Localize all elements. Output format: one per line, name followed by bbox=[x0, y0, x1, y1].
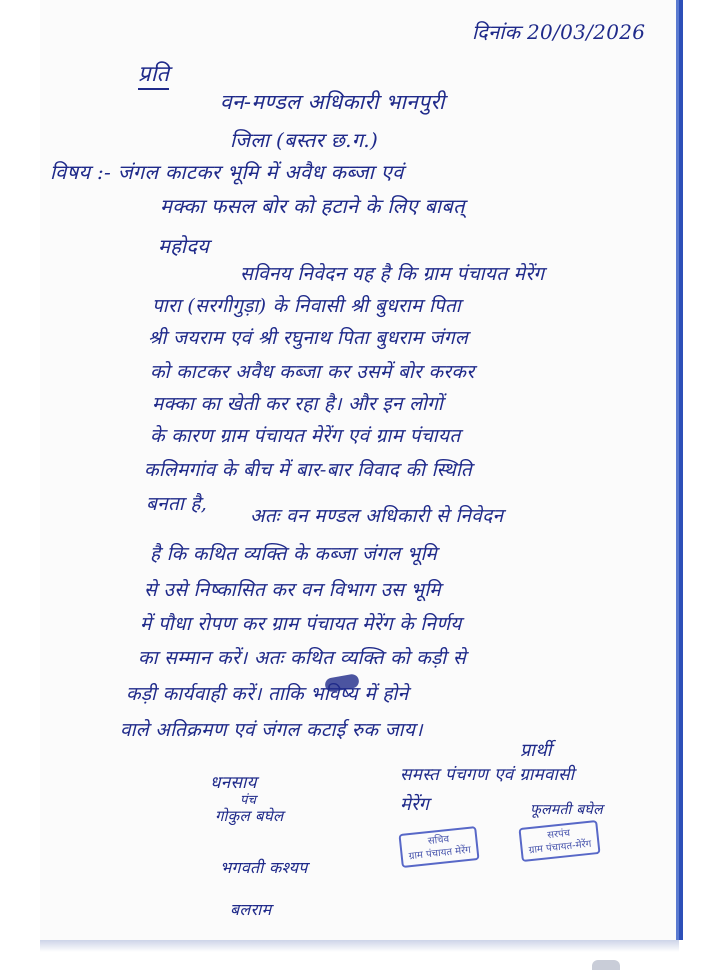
body-line: श्री जयराम एवं श्री रघुनाथ पिता बुधराम जंगल bbox=[148, 327, 469, 349]
signature-left: बलराम bbox=[230, 900, 272, 919]
body-line: अतः वन मण्डल अधिकारी से निवेदन bbox=[250, 505, 504, 527]
applicant-line: समस्त पंचगण एवं ग्रामवासी bbox=[400, 765, 575, 785]
body-line: से उसे निष्कासित कर वन विभाग उस भूमि bbox=[144, 579, 441, 601]
sarpanch-stamp: सरपंच ग्राम पंचायत-मेरेंग bbox=[518, 820, 600, 862]
district: जिला (बस्तर छ.ग.) bbox=[230, 128, 379, 152]
body-line: है कि कथित व्यक्ति के कब्जा जंगल भूमि bbox=[150, 543, 438, 565]
body-line: बनता है, bbox=[146, 493, 208, 515]
body-line: कड़ी कार्यवाही करें। ताकि भविष्य में होने bbox=[126, 683, 409, 705]
letter-paper bbox=[40, 0, 679, 940]
applicant-label: प्रार्थी bbox=[520, 740, 552, 761]
body-line: मक्का का खेती कर रहा है। और इन लोगों bbox=[152, 393, 444, 415]
body-line: में पौधा रोपण कर ग्राम पंचायत मेरेंग के निर्णय bbox=[140, 613, 462, 635]
body-line: कलिमगांव के बीच में बार-बार विवाद की स्थिति bbox=[144, 459, 473, 481]
secretary-stamp: सचिव ग्राम पंचायत मेरेंग bbox=[398, 826, 480, 868]
sarpanch-signature: फूलमती बघेल bbox=[530, 802, 603, 818]
signature-left: भगवती कश्यप bbox=[220, 858, 308, 877]
applicant-village: मेरेंग bbox=[400, 794, 430, 815]
signature-left: गोकुल बघेल bbox=[215, 807, 284, 825]
date: दिनांक 20/03/2026 bbox=[472, 20, 646, 44]
body-line: पारा (सरगीगुड़ा) के निवासी श्री बुधराम पिता bbox=[152, 295, 462, 317]
to-label: प्रति bbox=[138, 58, 169, 90]
scroll-indicator bbox=[592, 960, 620, 970]
body-line: को काटकर अवैध कब्जा कर उसमें बोर करकर bbox=[150, 361, 475, 383]
signature-left: धनसाय bbox=[210, 773, 257, 793]
signature-left-role: पंच bbox=[240, 793, 257, 808]
body-line: का सम्मान करें। अतः कथित व्यक्ति को कड़ी से bbox=[138, 647, 467, 669]
body-line: सविनय निवेदन यह है कि ग्राम पंचायत मेरेंग bbox=[240, 263, 545, 285]
salutation: महोदय bbox=[158, 234, 210, 258]
body-line: वाले अतिक्रमण एवं जंगल कटाई रुक जाय। bbox=[120, 719, 423, 741]
subject-line-1: विषय :- जंगल काटकर भूमि में अवैध कब्जा एवं bbox=[50, 160, 404, 184]
body-line: के कारण ग्राम पंचायत मेरेंग एवं ग्राम पंचायत bbox=[150, 425, 461, 447]
recipient: वन-मण्डल अधिकारी भानपुरी bbox=[220, 90, 445, 114]
subject-line-2: मक्का फसल बोर को हटाने के लिए बाबत् bbox=[160, 194, 465, 218]
paper-shadow bbox=[40, 940, 679, 952]
